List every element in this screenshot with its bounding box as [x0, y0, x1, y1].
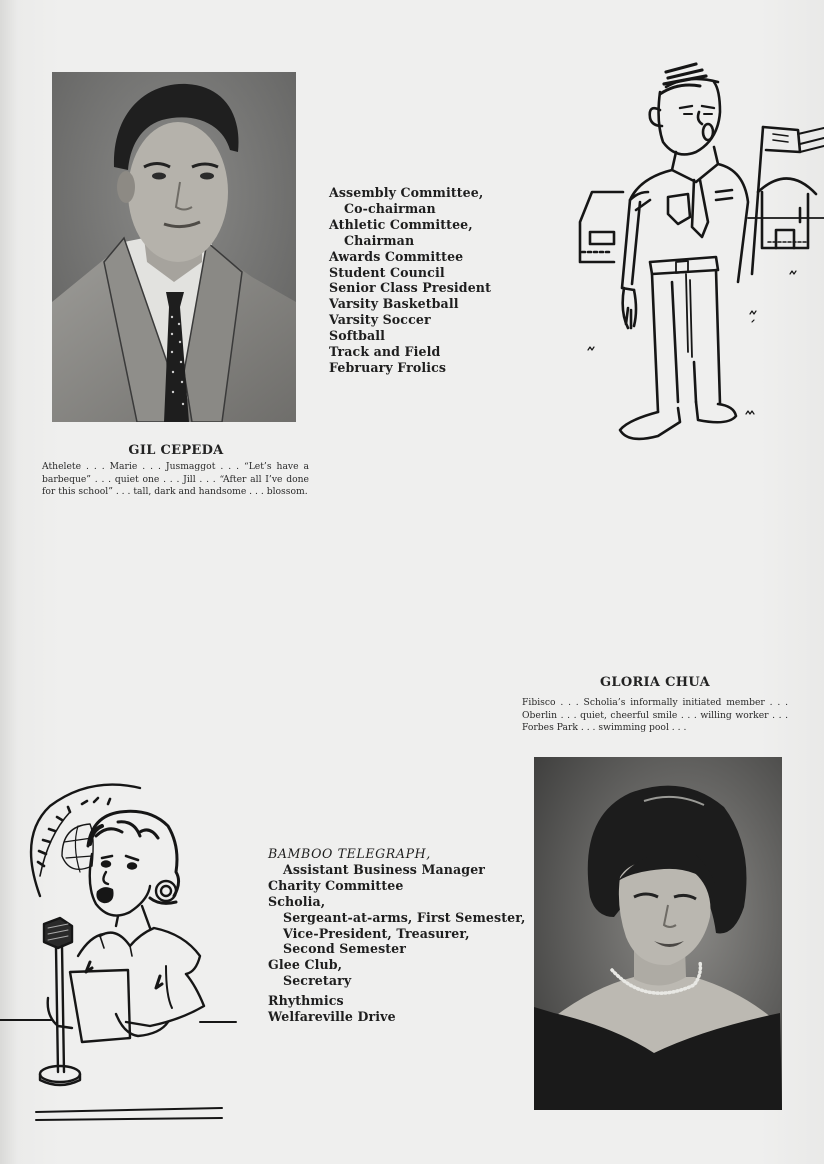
activity-item: Awards Committee — [329, 248, 464, 264]
gil-cepeda-photo — [52, 72, 296, 422]
portrait-photo-female-icon — [534, 757, 782, 1110]
activity-item: Senior Class President — [329, 280, 491, 296]
gloria-chua-blurb: Fibisco . . . Scholia’s informally initiated member . . . Oberlin . . . quiet, cheerful smile . . . willing worker . . . Forbes Park . . . swimming pool . . . — [522, 697, 788, 734]
cartoon-student-illustration — [568, 52, 824, 447]
activity-item: Sergeant-at-arms, First Semester, — [283, 909, 526, 925]
gil-cepeda-name: GIL CEPEDA — [128, 443, 224, 458]
gloria-chua-activities — [268, 846, 526, 1025]
activity-item: Chairman — [344, 232, 415, 248]
activity-item: Track and Field — [329, 344, 441, 360]
activity-item: Second Semester — [283, 941, 407, 957]
activity-item: Co-chairman — [344, 200, 436, 216]
activity-item: Athletic Committee, — [329, 216, 473, 232]
activity-item: Student Council — [329, 264, 445, 280]
cartoon-student-uniform-icon — [568, 52, 824, 447]
activity-item: BAMBOO TELEGRAPH, — [268, 846, 431, 861]
gil-cepeda-activities — [329, 185, 491, 376]
activity-item: Charity Committee — [268, 877, 404, 893]
activity-item: Secretary — [283, 973, 352, 989]
activity-item: Glee Club, — [268, 957, 343, 973]
radio-announcer-illustration — [0, 776, 250, 1126]
activity-item: Welfareville Drive — [268, 1009, 396, 1025]
activity-item: Assistant Business Manager — [283, 861, 486, 877]
activity-item: Varsity Soccer — [329, 312, 431, 328]
activity-item: February Frolics — [329, 359, 447, 375]
activity-item: Softball — [329, 328, 386, 344]
activity-item: Vice-President, Treasurer, — [283, 925, 470, 941]
gil-cepeda-blurb: Athelete . . . Marie . . . Jusmaggot . . . “Let’s have a barbeque” . . . quiet one . . . Jill . . . “After all I’ve done for this school” . . . tall, dark and handsome . . . blossom. — [42, 461, 309, 498]
gloria-chua-photo — [534, 757, 782, 1110]
portrait-photo-male-icon — [52, 72, 296, 422]
gloria-chua-name: GLORIA CHUA — [599, 675, 711, 690]
activity-item: Assembly Committee, — [329, 185, 484, 200]
activity-item: Rhythmics — [268, 993, 344, 1009]
cartoon-radio-announcer-microphone-icon — [0, 776, 250, 1126]
activity-item: Varsity Basketball — [329, 296, 459, 312]
activity-item: Scholia, — [268, 893, 326, 909]
